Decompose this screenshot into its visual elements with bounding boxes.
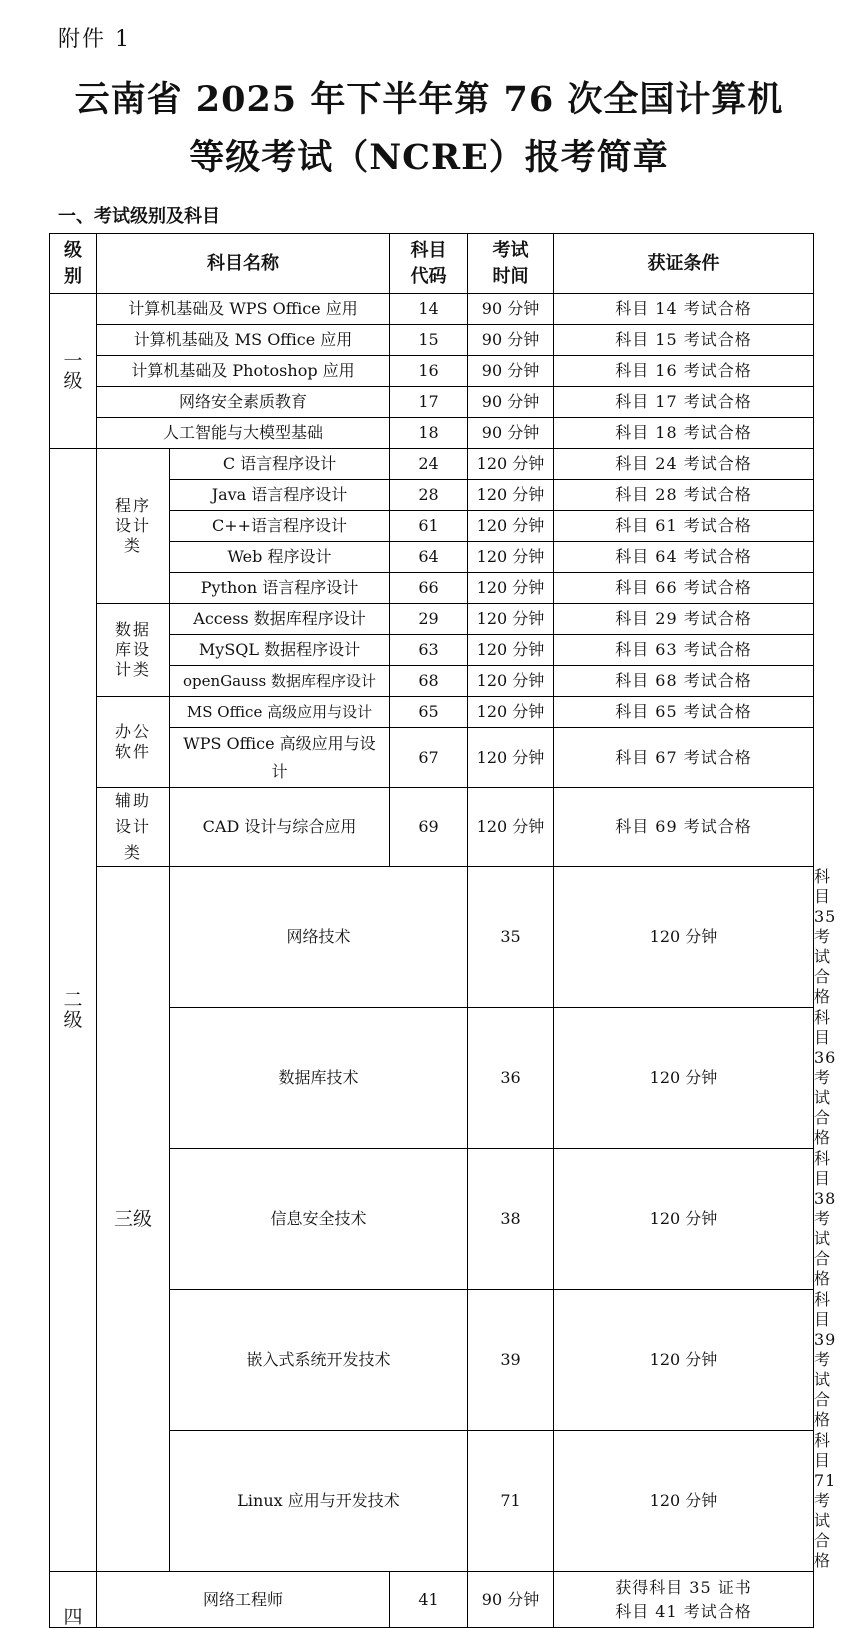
- exam-time: 120 分钟: [468, 666, 554, 697]
- subject-name: openGauss 数据库程序设计: [170, 666, 390, 697]
- subject-code: 16: [390, 356, 468, 387]
- subject-name: 网络安全素质教育: [97, 387, 390, 418]
- subject-name: MS Office 高级应用与设计: [170, 697, 390, 728]
- exam-time: 120 分钟: [554, 1431, 814, 1572]
- header-cond: 获证条件: [554, 234, 814, 294]
- cert-condition: 科目 29 考试合格: [554, 604, 814, 635]
- exam-time: 120 分钟: [468, 480, 554, 511]
- subject-name: Python 语言程序设计: [170, 573, 390, 604]
- exam-time: 90 分钟: [468, 325, 554, 356]
- subject-name: Web 程序设计: [170, 542, 390, 573]
- subject-code: 29: [390, 604, 468, 635]
- table-row: [50, 788, 814, 867]
- cert-condition: 科目 16 考试合格: [554, 356, 814, 387]
- cert-condition: 科目 18 考试合格: [554, 418, 814, 449]
- table-row: Linux 应用与开发技术 71 120 分钟 科目 71 考试合格: [50, 1431, 814, 1572]
- table-row: 信息安全技术 38 120 分钟 科目 38 考试合格: [50, 1149, 814, 1290]
- subject-name: Access 数据库程序设计: [170, 604, 390, 635]
- table-row: [50, 325, 814, 356]
- cert-condition: 科目 14 考试合格: [554, 294, 814, 325]
- subject-code: 41: [390, 1572, 468, 1628]
- subject-code: 17: [390, 387, 468, 418]
- table-header-row: [50, 234, 814, 294]
- table-row: 嵌入式系统开发技术 39 120 分钟 科目 39 考试合格: [50, 1290, 814, 1431]
- subject-name: C 语言程序设计: [170, 449, 390, 480]
- table-row: [50, 697, 814, 728]
- subject-name: 计算机基础及 MS Office 应用: [97, 325, 390, 356]
- exam-time: 120 分钟: [468, 635, 554, 666]
- exam-subject-table: [49, 233, 837, 1628]
- exam-time: 120 分钟: [554, 1149, 814, 1290]
- cert-condition: 科目 68 考试合格: [554, 666, 814, 697]
- exam-time: 90 分钟: [468, 418, 554, 449]
- subject-name: 数据库技术: [170, 1008, 468, 1149]
- header-time: 考试时间: [468, 234, 554, 294]
- subject-code: 15: [390, 325, 468, 356]
- subject-code: 71: [468, 1431, 554, 1572]
- exam-time: 120 分钟: [468, 449, 554, 480]
- subject-code: 35: [468, 867, 554, 1008]
- level-4-cell: 四: [50, 1572, 97, 1628]
- table-row: [50, 356, 814, 387]
- table-row: 数据库技术 36 120 分钟 科目 36 考试合格: [50, 1008, 814, 1149]
- subject-code: 64: [390, 542, 468, 573]
- exam-time: 90 分钟: [468, 294, 554, 325]
- subject-name: 嵌入式系统开发技术: [170, 1290, 468, 1431]
- subject-name: 人工智能与大模型基础: [97, 418, 390, 449]
- level-1-cell: 一级: [50, 294, 97, 449]
- cert-condition: 科目 61 考试合格: [554, 511, 814, 542]
- category-database: 数据库设计类: [97, 604, 170, 697]
- exam-time: 90 分钟: [468, 356, 554, 387]
- table-row: [50, 418, 814, 449]
- cert-condition: 科目 28 考试合格: [554, 480, 814, 511]
- cert-condition: 科目 67 考试合格: [554, 728, 814, 788]
- exam-time: 120 分钟: [554, 1290, 814, 1431]
- level-2-cell: 二级: [50, 449, 97, 1572]
- subject-code: 65: [390, 697, 468, 728]
- table-row: [50, 604, 814, 635]
- subject-code: 38: [468, 1149, 554, 1290]
- subject-name: 网络工程师: [97, 1572, 390, 1628]
- header-code: 科目代码: [390, 234, 468, 294]
- table-row: 三级 网络技术 35 120 分钟 科目 35 考试合格: [50, 867, 814, 1008]
- subject-name: Linux 应用与开发技术: [170, 1431, 468, 1572]
- subject-code: 66: [390, 573, 468, 604]
- exam-time: 120 分钟: [468, 511, 554, 542]
- category-office: 办公软件: [97, 697, 170, 788]
- header-name: 科目名称: [97, 234, 390, 294]
- title-line-2: 等级考试（NCRE）报考简章: [189, 137, 669, 178]
- exam-time: 120 分钟: [554, 1008, 814, 1149]
- subject-name: C++语言程序设计: [170, 511, 390, 542]
- cert-condition: 科目 65 考试合格: [554, 697, 814, 728]
- exam-time: 120 分钟: [468, 542, 554, 573]
- subject-name: 计算机基础及 Photoshop 应用: [97, 356, 390, 387]
- header-level: 级别: [50, 234, 97, 294]
- subject-name: MySQL 数据程序设计: [170, 635, 390, 666]
- subject-code: 36: [468, 1008, 554, 1149]
- exam-time: 120 分钟: [468, 573, 554, 604]
- subject-code: 68: [390, 666, 468, 697]
- category-programming: 程序设计类: [97, 449, 170, 604]
- level-3-cell: 三级: [97, 867, 170, 1572]
- subject-code: 61: [390, 511, 468, 542]
- subject-name: 信息安全技术: [170, 1149, 468, 1290]
- exam-time: 90 分钟: [468, 387, 554, 418]
- subject-code: 67: [390, 728, 468, 788]
- subject-name: WPS Office 高级应用与设计: [170, 728, 390, 788]
- subject-name: 计算机基础及 WPS Office 应用: [97, 294, 390, 325]
- section-heading: 一、考试级别及科目: [58, 206, 220, 227]
- cert-condition: 科目 15 考试合格: [554, 325, 814, 356]
- subject-code: 28: [390, 480, 468, 511]
- cert-condition: 获得科目 35 证书 科目 41 考试合格: [554, 1572, 814, 1628]
- table-row: [50, 294, 814, 325]
- table-row: [50, 387, 814, 418]
- exam-time: 120 分钟: [468, 788, 554, 867]
- cert-condition: 科目 63 考试合格: [554, 635, 814, 666]
- cert-condition: 科目 66 考试合格: [554, 573, 814, 604]
- exam-time: 90 分钟: [468, 1572, 554, 1628]
- exam-time: 120 分钟: [468, 728, 554, 788]
- subject-code: 18: [390, 418, 468, 449]
- title-line-1: 云南省 2025 年下半年第 76 次全国计算机: [74, 79, 784, 120]
- exam-time: 120 分钟: [554, 867, 814, 1008]
- subject-code: 63: [390, 635, 468, 666]
- cert-condition: 科目 24 考试合格: [554, 449, 814, 480]
- cert-condition: 科目 69 考试合格: [554, 788, 814, 867]
- exam-time: 120 分钟: [468, 697, 554, 728]
- category-aux-design: 辅助设计类: [97, 788, 170, 867]
- subject-name: CAD 设计与综合应用: [170, 788, 390, 867]
- cert-condition: 科目 64 考试合格: [554, 542, 814, 573]
- cert-condition: 科目 17 考试合格: [554, 387, 814, 418]
- subject-code: 14: [390, 294, 468, 325]
- subject-code: 39: [468, 1290, 554, 1431]
- exam-time: 120 分钟: [468, 604, 554, 635]
- subject-code: 24: [390, 449, 468, 480]
- subject-name: Java 语言程序设计: [170, 480, 390, 511]
- table-row: [50, 449, 814, 480]
- subject-name: 网络技术: [170, 867, 468, 1008]
- table-row: [50, 1572, 814, 1628]
- subject-code: 69: [390, 788, 468, 867]
- attachment-label: 附件 1: [58, 27, 131, 52]
